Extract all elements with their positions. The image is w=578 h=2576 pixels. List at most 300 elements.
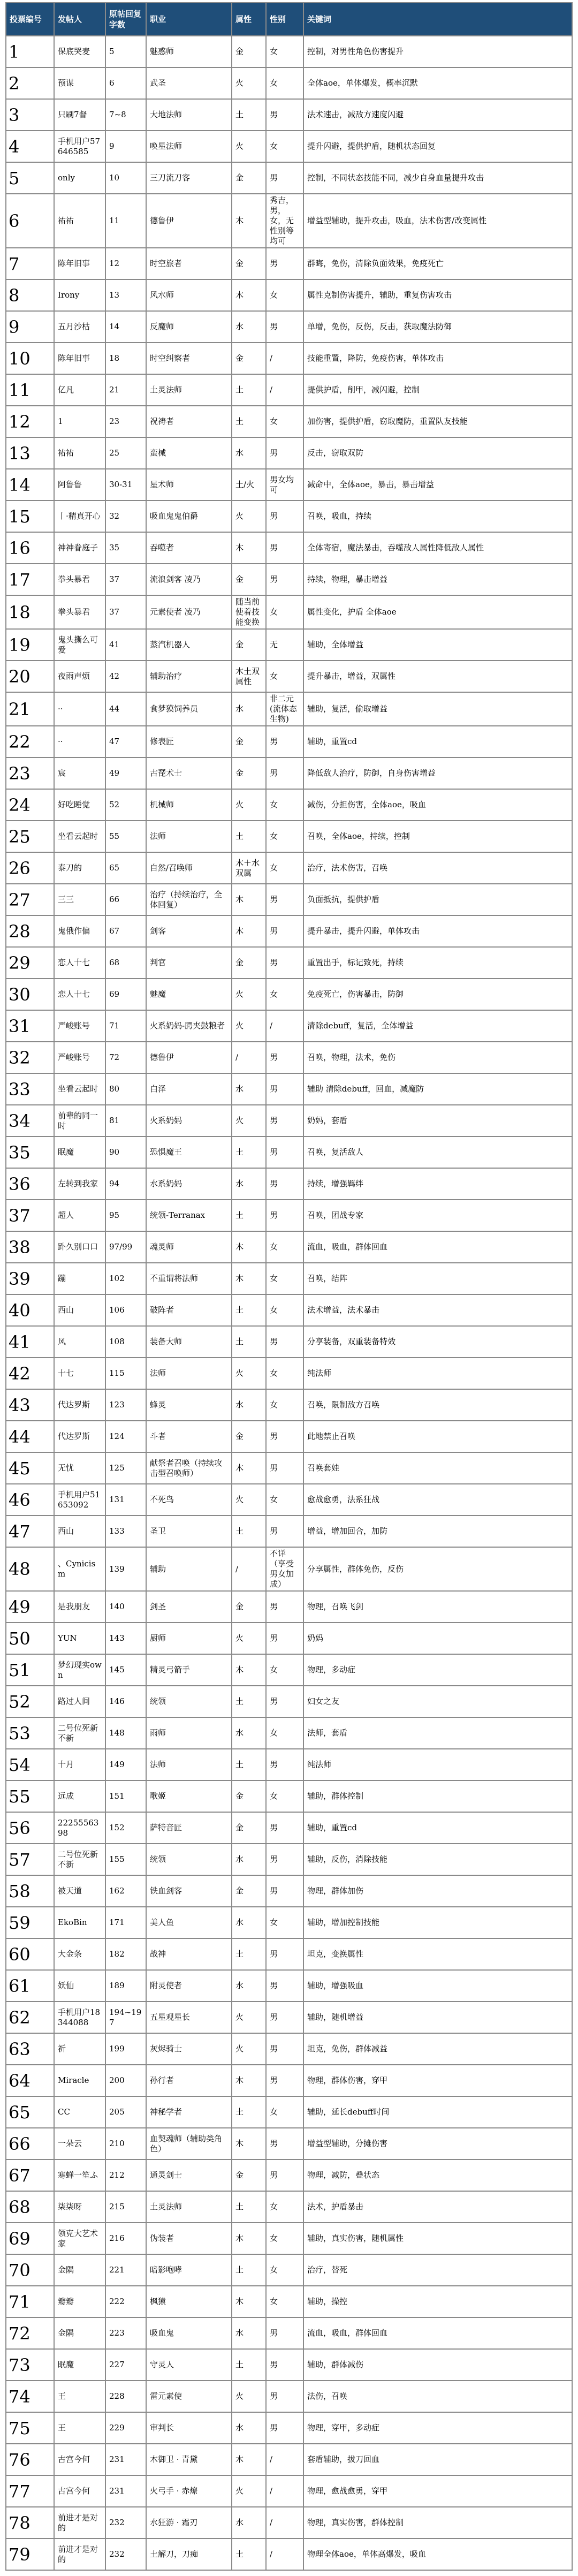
cell-num: 1 <box>6 36 54 67</box>
cell-sex: 女 <box>266 979 303 1010</box>
cell-job: 精灵弓箭手 <box>146 1654 232 1686</box>
cell-keywords: 辅助，延长debuff时间 <box>303 2096 572 2128</box>
table-row <box>6 1654 572 1686</box>
cell-num: 44 <box>6 1421 54 1452</box>
cell-chars: 68 <box>105 947 146 979</box>
cell-keywords: 坦克，变换属性 <box>303 1938 572 1970</box>
cell-poster: 十月 <box>54 1749 105 1781</box>
cell-keywords: 召唤，全体aoe，持续，控制 <box>303 821 572 852</box>
cell-chars: 97/99 <box>105 1231 146 1263</box>
cell-sex: 男 <box>266 99 303 131</box>
cell-num: 23 <box>6 757 54 789</box>
cell-job: 食梦獏饲养员 <box>146 692 232 726</box>
cell-keywords: 此地禁止召唤 <box>303 1421 572 1452</box>
cell-keywords: 增益型辅助，分摊伤害 <box>303 2128 572 2160</box>
cell-keywords: 辅助，操控 <box>303 2286 572 2317</box>
header-row <box>6 3 572 36</box>
cell-keywords: 全体aoe，单体爆发，概率沉默 <box>303 67 572 99</box>
cell-poster: 手机用户51653092 <box>54 1484 105 1516</box>
cell-attr: 火 <box>232 1623 266 1654</box>
table-row <box>6 1137 572 1168</box>
cell-num: 40 <box>6 1294 54 1326</box>
cell-poster: only <box>54 162 105 194</box>
cell-job: 修表匠 <box>146 726 232 757</box>
table-row <box>6 1010 572 1042</box>
cell-num: 30 <box>6 979 54 1010</box>
table-row <box>6 852 572 884</box>
cell-sex: 男 <box>266 1200 303 1231</box>
cell-sex: / <box>266 2507 303 2539</box>
cell-attr: 土 <box>232 1137 266 1168</box>
table-row <box>6 1294 572 1326</box>
cell-chars: 35 <box>105 532 146 564</box>
cell-num: 13 <box>6 437 54 469</box>
cell-job: 德鲁伊 <box>146 1042 232 1073</box>
table-row <box>6 2412 572 2444</box>
cell-job: 斗者 <box>146 1421 232 1452</box>
cell-num: 75 <box>6 2412 54 2444</box>
cell-job: 木御卫 · 青黛 <box>146 2444 232 2475</box>
cell-poster: 古宫今何 <box>54 2475 105 2507</box>
cell-chars: 125 <box>105 1452 146 1484</box>
cell-chars: 223 <box>105 2317 146 2349</box>
cell-job: 魅魔 <box>146 979 232 1010</box>
cell-attr: 土/火 <box>232 469 266 501</box>
table-row <box>6 279 572 311</box>
cell-chars: 25 <box>105 437 146 469</box>
cell-num: 39 <box>6 1263 54 1294</box>
cell-job: 蛮械 <box>146 437 232 469</box>
cell-job: 土灵法师 <box>146 374 232 406</box>
cell-chars: 143 <box>105 1623 146 1654</box>
table-row <box>6 99 572 131</box>
cell-num: 71 <box>6 2286 54 2317</box>
cell-num: 45 <box>6 1452 54 1484</box>
cell-chars: 108 <box>105 1326 146 1358</box>
cell-attr: / <box>232 1042 266 1073</box>
cell-poster: 手机用户57646585 <box>54 131 105 162</box>
cell-attr: 木 <box>232 1654 266 1686</box>
cell-keywords: 群晦，免伤，清除负面效果，免疫死亡 <box>303 248 572 279</box>
cell-job: 机械师 <box>146 789 232 821</box>
table-row <box>6 2033 572 2065</box>
cell-job: 武圣 <box>146 67 232 99</box>
cell-attr: 火 <box>232 1010 266 1042</box>
cell-attr: 木土双属性 <box>232 661 266 692</box>
table-row <box>6 2444 572 2475</box>
cell-poster: 王 <box>54 2412 105 2444</box>
table-row <box>6 343 572 374</box>
cell-poster: 陈年旧事 <box>54 343 105 374</box>
cell-num: 29 <box>6 947 54 979</box>
cell-keywords: 分享装备，双重装备特效 <box>303 1326 572 1358</box>
table-row <box>6 1781 572 1812</box>
cell-sex: / <box>266 343 303 374</box>
cell-num: 26 <box>6 852 54 884</box>
cell-num: 49 <box>6 1591 54 1623</box>
cell-job: 装备大师 <box>146 1326 232 1358</box>
cell-num: 43 <box>6 1389 54 1421</box>
cell-attr: 随当前使着技能变换 <box>232 595 266 629</box>
cell-job: 大地法师 <box>146 99 232 131</box>
cell-num: 61 <box>6 1970 54 2002</box>
cell-poster: 恋人十七 <box>54 979 105 1010</box>
cell-sex: 女 <box>266 1781 303 1812</box>
cell-poster: 陈年旧事 <box>54 248 105 279</box>
cell-chars: 148 <box>105 1717 146 1749</box>
cell-sex: 不详（享受男女加成） <box>266 1547 303 1591</box>
cell-job: 吸血鬼鬼伯爵 <box>146 501 232 532</box>
cell-sex: 男 <box>266 2381 303 2412</box>
cell-sex: 男 <box>266 915 303 947</box>
cell-attr: 金 <box>232 726 266 757</box>
cell-poster: 坐看云起时 <box>54 821 105 852</box>
table-row <box>6 979 572 1010</box>
cell-chars: 65 <box>105 852 146 884</box>
cell-job: 流浪剑客 凌乃 <box>146 564 232 595</box>
cell-chars: 23 <box>105 406 146 437</box>
cell-sex: 男 <box>266 2349 303 2381</box>
table-row <box>6 532 572 564</box>
cell-job: 雨师 <box>146 1717 232 1749</box>
cell-keywords: 提升闪避，提供护盾，随机状态回复 <box>303 131 572 162</box>
cell-keywords: 辅助，重置cd <box>303 726 572 757</box>
cell-job: 血契魂师（辅助类角色） <box>146 2128 232 2160</box>
cell-keywords: 辅助，真实伤害，随机属性 <box>303 2223 572 2254</box>
cell-num: 2 <box>6 67 54 99</box>
cell-chars: 37 <box>105 595 146 629</box>
cell-num: 4 <box>6 131 54 162</box>
cell-keywords: 持续，物理，暴击增益 <box>303 564 572 595</box>
table-row <box>6 1073 572 1105</box>
table-row <box>6 2128 572 2160</box>
cell-num: 47 <box>6 1516 54 1547</box>
cell-attr: 木 <box>232 2223 266 2254</box>
cell-num: 65 <box>6 2096 54 2128</box>
cell-num: 74 <box>6 2381 54 2412</box>
cell-keywords: 辅助，群体减伤 <box>303 2349 572 2381</box>
table-row <box>6 67 572 99</box>
cell-chars: 10 <box>105 162 146 194</box>
table-row <box>6 2381 572 2412</box>
cell-chars: 231 <box>105 2475 146 2507</box>
cell-poster: Irony <box>54 279 105 311</box>
cell-poster: 风 <box>54 1326 105 1358</box>
cell-num: 22 <box>6 726 54 757</box>
cell-keywords: 物理，穿甲，多动症 <box>303 2412 572 2444</box>
cell-chars: 55 <box>105 821 146 852</box>
cell-job: 反魔师 <box>146 311 232 343</box>
cell-chars: 13 <box>105 279 146 311</box>
cell-num: 46 <box>6 1484 54 1516</box>
cell-num: 62 <box>6 2002 54 2033</box>
cell-chars: 162 <box>105 1875 146 1907</box>
cell-poster: 、Cynicism <box>54 1547 105 1591</box>
table-row <box>6 2096 572 2128</box>
cell-attr: 木 <box>232 2286 266 2317</box>
cell-poster: 拳头暴君 <box>54 564 105 595</box>
table-row <box>6 1200 572 1231</box>
cell-job: 不死鸟 <box>146 1484 232 1516</box>
cell-num: 33 <box>6 1073 54 1105</box>
header-poster: 发帖人 <box>54 3 105 36</box>
table-row <box>6 162 572 194</box>
cell-sex: 女 <box>266 279 303 311</box>
cell-sex: 男 <box>266 248 303 279</box>
cell-chars: 5 <box>105 36 146 67</box>
table-row <box>6 2254 572 2286</box>
table-row <box>6 1042 572 1073</box>
cell-keywords: 提升暴击，提升闪避，单体攻击 <box>303 915 572 947</box>
cell-keywords: 召唤套娃 <box>303 1452 572 1484</box>
cell-sex: 男 <box>266 1844 303 1875</box>
cell-chars: 131 <box>105 1484 146 1516</box>
cell-job: 吸血鬼 <box>146 2317 232 2349</box>
table-row <box>6 1938 572 1970</box>
cell-job: 法师 <box>146 1358 232 1389</box>
cell-poster: 拳头暴君 <box>54 595 105 629</box>
cell-job: 神秘学者 <box>146 2096 232 2128</box>
cell-attr: 火 <box>232 979 266 1010</box>
cell-poster: 好吃睡觉 <box>54 789 105 821</box>
cell-keywords: 单增，免伤，反伤，反击，获取魔法防御 <box>303 311 572 343</box>
cell-num: 59 <box>6 1907 54 1938</box>
cell-attr: 土 <box>232 1686 266 1717</box>
cell-sex: 女 <box>266 1907 303 1938</box>
cell-num: 76 <box>6 2444 54 2475</box>
cell-poster: 寒蝉一笙ふ <box>54 2160 105 2191</box>
cell-chars: 133 <box>105 1516 146 1547</box>
cell-keywords: 法术增益，法术暴击 <box>303 1294 572 1326</box>
table-row <box>6 437 572 469</box>
cell-attr: 土 <box>232 2096 266 2128</box>
cell-keywords: 物理，多动症 <box>303 1654 572 1686</box>
cell-attr: 金 <box>232 343 266 374</box>
cell-poster: 前进才是对的 <box>54 2539 105 2570</box>
cell-attr: 金 <box>232 564 266 595</box>
cell-num: 63 <box>6 2033 54 2065</box>
cell-num: 66 <box>6 2128 54 2160</box>
table-row <box>6 194 572 248</box>
cell-sex: 女 <box>266 131 303 162</box>
cell-num: 21 <box>6 692 54 726</box>
cell-sex: 无 <box>266 629 303 661</box>
cell-sex: 男 <box>266 1749 303 1781</box>
table-row <box>6 1358 572 1389</box>
cell-sex: 女 <box>266 661 303 692</box>
cell-poster: 西山 <box>54 1516 105 1547</box>
table-row <box>6 1168 572 1200</box>
cell-keywords: 负面抵抗，提供护盾 <box>303 884 572 915</box>
table-row <box>6 884 572 915</box>
table-row <box>6 1326 572 1358</box>
table-row <box>6 1907 572 1938</box>
cell-sex: 女 <box>266 821 303 852</box>
table-row <box>6 2539 572 2570</box>
cell-keywords: 免疫死亡，伤害暴击，防御 <box>303 979 572 1010</box>
table-row <box>6 564 572 595</box>
cell-sex: 女 <box>266 1654 303 1686</box>
cell-attr: 木 <box>232 279 266 311</box>
table-header <box>6 3 572 36</box>
cell-chars: 90 <box>105 1137 146 1168</box>
cell-job: 祝祷者 <box>146 406 232 437</box>
cell-sex: / <box>266 374 303 406</box>
cell-num: 51 <box>6 1654 54 1686</box>
cell-poster: 被天道 <box>54 1875 105 1907</box>
table-row <box>6 1452 572 1484</box>
cell-poster: Miracle <box>54 2065 105 2096</box>
cell-num: 3 <box>6 99 54 131</box>
cell-attr: 木 <box>232 915 266 947</box>
cell-num: 64 <box>6 2065 54 2096</box>
cell-poster: 䟔久别口口 <box>54 1231 105 1263</box>
cell-poster: 保底哭麦 <box>54 36 105 67</box>
table-body <box>6 36 572 2570</box>
cell-num: 37 <box>6 1200 54 1231</box>
cell-job: 星术师 <box>146 469 232 501</box>
cell-chars: 115 <box>105 1358 146 1389</box>
table-row <box>6 1749 572 1781</box>
cell-keywords: 反击，窃取双防 <box>303 437 572 469</box>
cell-attr: 火 <box>232 2033 266 2065</box>
cell-sex: 男 <box>266 1686 303 1717</box>
table-row <box>6 1105 572 1137</box>
cell-num: 6 <box>6 194 54 248</box>
cell-keywords: 物理，减防，叠状态 <box>303 2160 572 2191</box>
cell-sex: 男 <box>266 1812 303 1844</box>
cell-keywords: 物理，群体加伤 <box>303 1875 572 1907</box>
cell-poster: EkoBin <box>54 1907 105 1938</box>
cell-poster: 2225556398 <box>54 1812 105 1844</box>
cell-sex: 男 <box>266 2160 303 2191</box>
cell-sex: 男 <box>266 947 303 979</box>
cell-chars: 30-31 <box>105 469 146 501</box>
cell-job: 古琵术士 <box>146 757 232 789</box>
cell-attr: 水 <box>232 1907 266 1938</box>
cell-attr: 火 <box>232 67 266 99</box>
cell-chars: 151 <box>105 1781 146 1812</box>
cell-chars: 11 <box>105 194 146 248</box>
cell-sex: 女 <box>266 1389 303 1421</box>
cell-keywords: 流血，吸血，群体回血 <box>303 2317 572 2349</box>
cell-chars: 221 <box>105 2254 146 2286</box>
cell-chars: 66 <box>105 884 146 915</box>
cell-attr: 土 <box>232 1326 266 1358</box>
cell-attr: 水 <box>232 1168 266 1200</box>
cell-poster: 代达罗斯 <box>54 1389 105 1421</box>
cell-chars: 232 <box>105 2507 146 2539</box>
cell-job: 火系奶妈-腭夹鼓粮者 <box>146 1010 232 1042</box>
cell-job: 灰烬骑士 <box>146 2033 232 2065</box>
cell-num: 5 <box>6 162 54 194</box>
cell-num: 28 <box>6 915 54 947</box>
table-row <box>6 1812 572 1844</box>
table-row <box>6 1516 572 1547</box>
cell-sex: 女 <box>266 789 303 821</box>
cell-job: 恐惧魔王 <box>146 1137 232 1168</box>
cell-chars: 212 <box>105 2160 146 2191</box>
cell-keywords: 控制，不同状态技能不同，减少自身血量提升攻击 <box>303 162 572 194</box>
cell-num: 69 <box>6 2223 54 2254</box>
cell-sex: 男 <box>266 757 303 789</box>
cell-attr: 木＋水双属 <box>232 852 266 884</box>
cell-sex: 男 <box>266 162 303 194</box>
cell-job: 美人鱼 <box>146 1907 232 1938</box>
cell-sex: / <box>266 2539 303 2570</box>
cell-num: 36 <box>6 1168 54 1200</box>
cell-sex: / <box>266 2475 303 2507</box>
cell-sex: 女 <box>266 67 303 99</box>
cell-attr: 金 <box>232 1812 266 1844</box>
cell-chars: 199 <box>105 2033 146 2065</box>
cell-num: 67 <box>6 2160 54 2191</box>
cell-keywords: 物理，真实伤害，群体控制 <box>303 2507 572 2539</box>
cell-chars: 146 <box>105 1686 146 1717</box>
cell-poster: 大金条 <box>54 1938 105 1970</box>
cell-poster: 无忧 <box>54 1452 105 1484</box>
cell-sex: 秀吉，男，女，无性别等均可 <box>266 194 303 248</box>
cell-sex: 男 <box>266 1105 303 1137</box>
cell-keywords: 辅助，重置cd <box>303 1812 572 1844</box>
cell-attr: 火 <box>232 1358 266 1389</box>
cell-chars: 81 <box>105 1105 146 1137</box>
cell-keywords: 治疗，替死 <box>303 2254 572 2286</box>
cell-chars: 69 <box>105 979 146 1010</box>
table-row <box>6 2002 572 2033</box>
table-row <box>6 2349 572 2381</box>
cell-sex: 男 <box>266 2317 303 2349</box>
cell-sex: 女 <box>266 1263 303 1294</box>
cell-chars: 200 <box>105 2065 146 2096</box>
table-row <box>6 1389 572 1421</box>
cell-sex: 男 <box>266 501 303 532</box>
cell-chars: 18 <box>105 343 146 374</box>
cell-job: 雷元素使 <box>146 2381 232 2412</box>
cell-chars: 152 <box>105 1812 146 1844</box>
cell-job: 魂灵师 <box>146 1231 232 1263</box>
cell-chars: 155 <box>105 1844 146 1875</box>
cell-chars: 123 <box>105 1389 146 1421</box>
table-row <box>6 2160 572 2191</box>
cell-keywords: 持续，增强羁绊 <box>303 1168 572 1200</box>
cell-sex: 男 <box>266 532 303 564</box>
table-row <box>6 661 572 692</box>
cell-keywords: 法术，护盾暴击 <box>303 2191 572 2223</box>
cell-num: 27 <box>6 884 54 915</box>
cell-poster: 五月沙枯 <box>54 311 105 343</box>
cell-num: 24 <box>6 789 54 821</box>
cell-poster: 鬼俄作偏 <box>54 915 105 947</box>
cell-chars: 216 <box>105 2223 146 2254</box>
cell-sex: 男 <box>266 1875 303 1907</box>
cell-job: 水狂游 · 霜刃 <box>146 2507 232 2539</box>
cell-sex: 男 <box>266 2065 303 2096</box>
cell-job: 附灵使者 <box>146 1970 232 2002</box>
cell-job: 唤星法师 <box>146 131 232 162</box>
cell-attr: 火 <box>232 2475 266 2507</box>
cell-job: 蜂灵 <box>146 1389 232 1421</box>
cell-poster: ·· <box>54 726 105 757</box>
table-row <box>6 2191 572 2223</box>
cell-keywords: 召唤，吸血，持续 <box>303 501 572 532</box>
cell-job: 自然/召唤师 <box>146 852 232 884</box>
cell-keywords: 召唤，物理，法术，免伤 <box>303 1042 572 1073</box>
cell-poster: 严峻账号 <box>54 1010 105 1042</box>
cell-sex: 男 <box>266 1938 303 1970</box>
cell-keywords: 物理全体aoe，单体高爆发，吸血 <box>303 2539 572 2570</box>
cell-num: 55 <box>6 1781 54 1812</box>
